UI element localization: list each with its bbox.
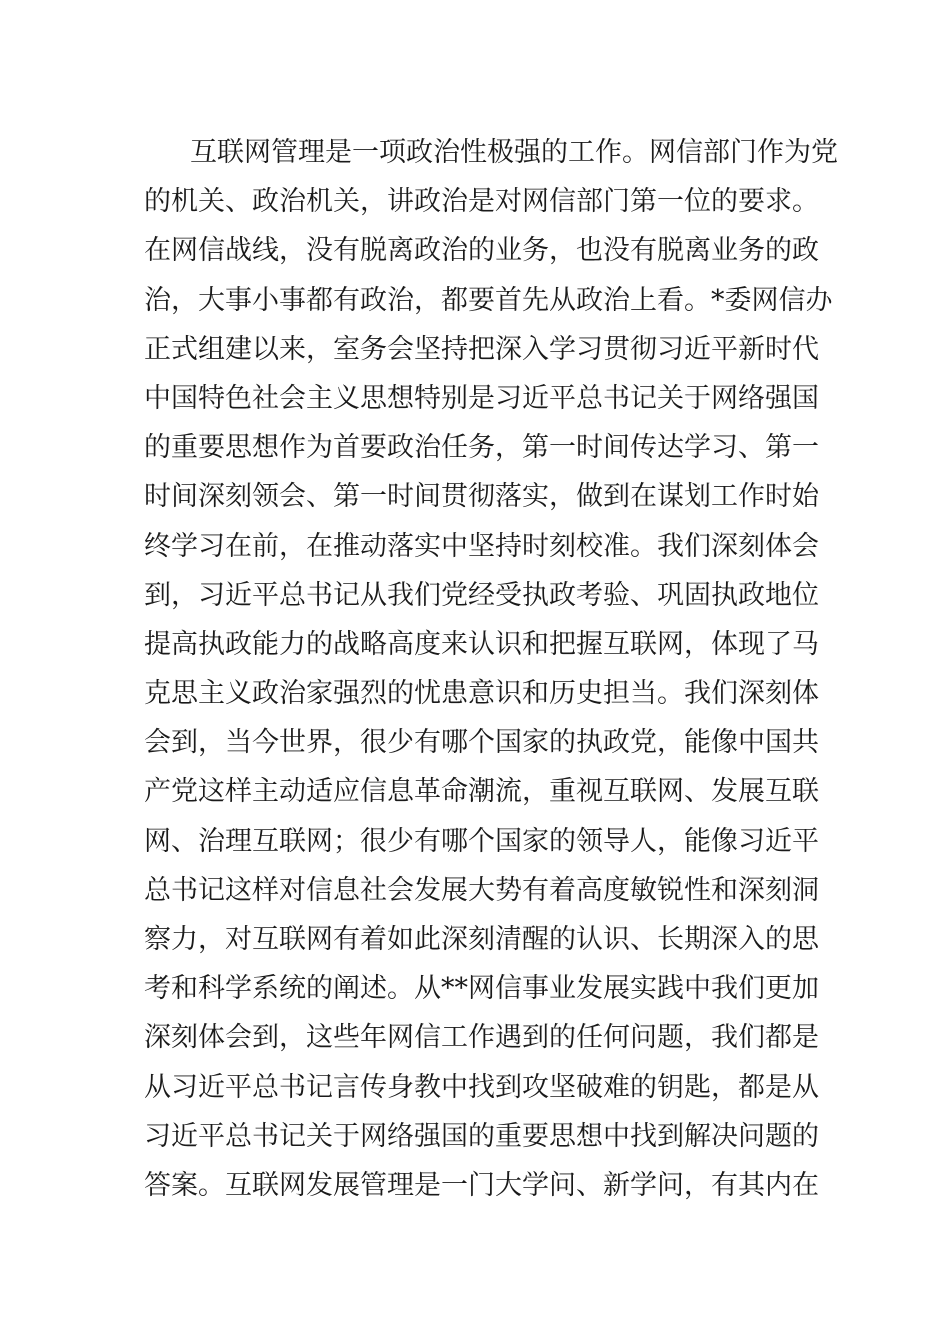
paragraph-line-14: 产党这样主动适应信息革命潮流，重视互联网、发展互联 <box>144 776 819 808</box>
paragraph-line-6: 中国特色社会主义思想特别是习近平总书记关于网络强国 <box>144 382 819 414</box>
paragraph-line-18: 考和科学系统的阐述。从**网信事业发展实践中我们更加 <box>144 973 819 1005</box>
paragraph-line-13: 会到，当今世界，很少有哪个国家的执政党，能像中国共 <box>144 727 819 759</box>
paragraph-line-9: 终学习在前，在推动落实中坚持时刻校准。我们深刻体会 <box>144 530 819 562</box>
paragraph-line-3: 在网信战线，没有脱离政治的业务，也没有脱离业务的政 <box>144 235 819 267</box>
paragraph-line-11: 提高执政能力的战略高度来认识和把握互联网，体现了马 <box>144 628 819 660</box>
paragraph-line-8: 时间深刻领会、第一时间贯彻落实，做到在谋划工作时始 <box>144 481 819 513</box>
paragraph-line-5: 正式组建以来，室务会坚持把深入学习贯彻习近平新时代 <box>144 333 819 365</box>
paragraph-line-17: 察力，对互联网有着如此深刻清醒的认识、长期深入的思 <box>144 924 819 955</box>
paragraph-line-15: 网、治理互联网；很少有哪个国家的领导人，能像习近平 <box>144 825 819 857</box>
paragraph-line-16: 总书记这样对信息社会发展大势有着高度敏锐性和深刻洞 <box>144 874 819 906</box>
paragraph-line-19: 深刻体会到，这些年网信工作遇到的任何问题，我们都是 <box>144 1022 819 1054</box>
paragraph-line-20: 从习近平总书记言传身教中找到攻坚破难的钥匙，都是从 <box>144 1071 819 1103</box>
paragraph-line-12: 克思主义政治家强烈的忧患意识和历史担当。我们深刻体 <box>144 678 819 710</box>
body-paragraph <box>144 128 838 1210</box>
paragraph-line-10: 到，习近平总书记从我们党经受执政考验、巩固执政地位 <box>144 579 819 611</box>
paragraph-line-2: 的机关、政治机关，讲政治是对网信部门第一位的要求。 <box>144 186 819 218</box>
paragraph-line-22: 答案。互联网发展管理是一门大学问、新学问，有其内在 <box>144 1169 819 1201</box>
paragraph-line-21: 习近平总书记关于网络强国的重要思想中找到解决问题的 <box>144 1120 819 1152</box>
paragraph-line-4: 治，大事小事都有政治，都要首先从政治上看。*委网信办 <box>144 284 833 316</box>
paragraph-line-1: 互联网管理是一项政治性极强的工作。网信部门作为党 <box>190 137 838 168</box>
paragraph-line-7: 的重要思想作为首要政治任务，第一时间传达学习、第一 <box>144 432 819 464</box>
